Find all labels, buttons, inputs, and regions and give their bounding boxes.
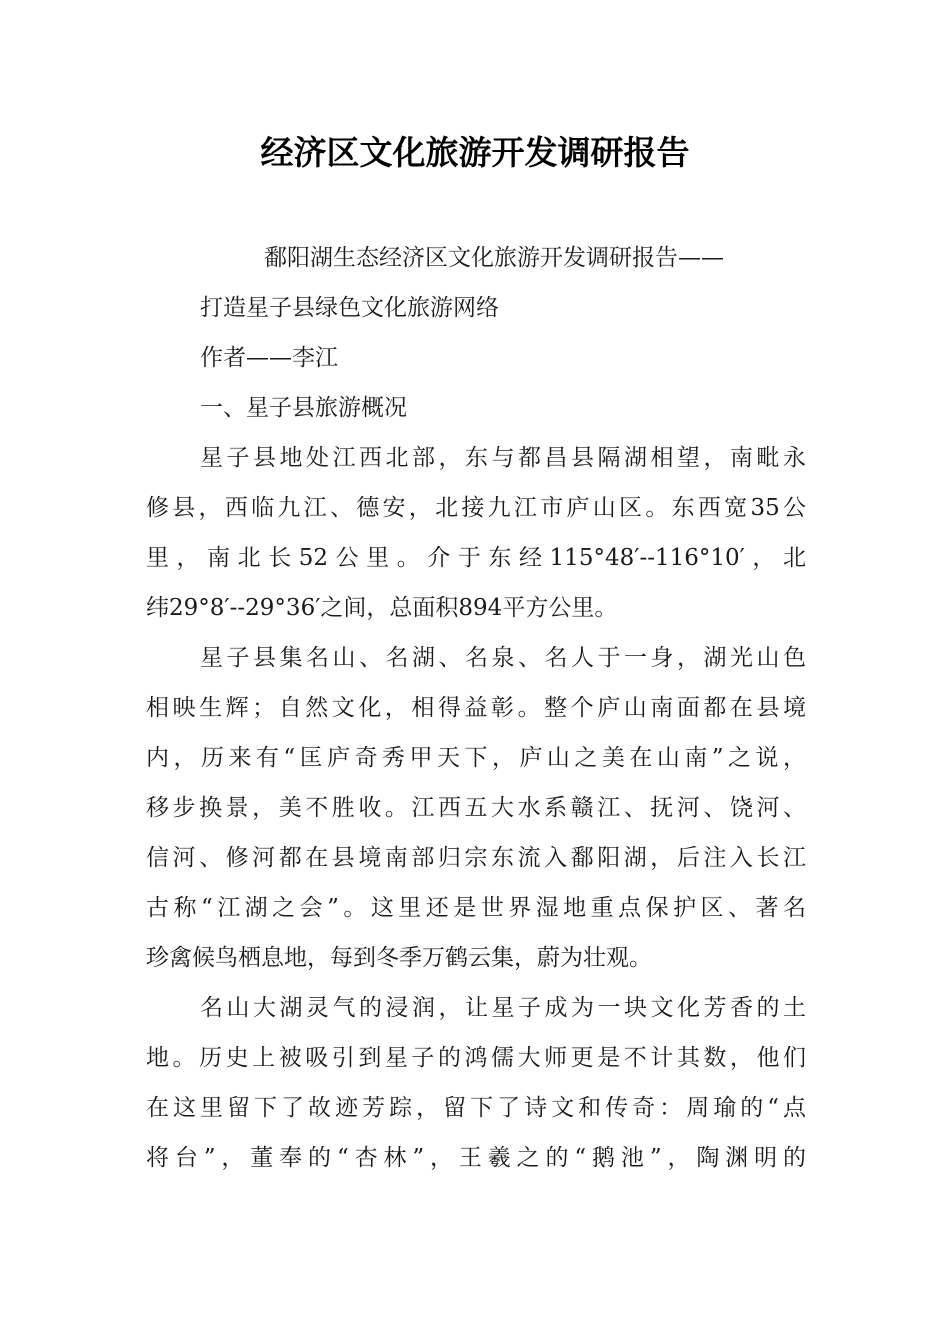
paragraph-line: 里，南北长52公里。介于东经115°48′--116°10′，北 <box>146 545 806 571</box>
paragraph-line: 古称“江湖之会”。这里还是世界湿地重点保护区、著名 <box>146 895 806 921</box>
paragraph-line: 星子县集名山、名湖、名泉、名人于一身，湖光山色 <box>200 645 806 671</box>
paragraph-line: 在这里留下了故迹芳踪，留下了诗文和传奇：周瑜的“点 <box>146 1095 806 1121</box>
paragraph-line: 将台”，董奉的“杏林”，王羲之的“鹅池”，陶渊明的 <box>146 1145 806 1171</box>
paragraph-line: 内，历来有“匡庐奇秀甲天下，庐山之美在山南”之说， <box>146 745 806 771</box>
paragraph-line: 名山大湖灵气的浸润，让星子成为一块文化芳香的土 <box>200 995 806 1021</box>
paragraph-line: 星子县地处江西北部，东与都昌县隔湖相望，南毗永 <box>200 445 806 471</box>
paragraph-line: 珍禽候鸟栖息地，每到冬季万鹤云集，蔚为壮观。 <box>146 945 652 971</box>
author-line: 作者——李江 <box>200 345 338 371</box>
document-body <box>146 233 806 1183</box>
paragraph-line: 修县，西临九江、德安，北接九江市庐山区。东西宽35公 <box>146 495 806 521</box>
subtitle-line-1: 鄱阳湖生态经济区文化旅游开发调研报告—— <box>264 245 724 271</box>
subtitle-line-2: 打造星子县绿色文化旅游网络 <box>200 295 499 321</box>
paragraph-line: 纬29°8′--29°36′之间，总面积894平方公里。 <box>146 595 618 621</box>
paragraph-line: 信河、修河都在县境南部归宗东流入鄱阳湖，后注入长江 <box>146 845 806 871</box>
paragraph-line: 相映生辉；自然文化，相得益彰。整个庐山南面都在县境 <box>146 695 806 721</box>
paragraph-line: 移步换景，美不胜收。江西五大水系赣江、抚河、饶河、 <box>146 795 806 821</box>
section-heading: 一、星子县旅游概况 <box>200 395 407 421</box>
paragraph-line: 地。历史上被吸引到星子的鸿儒大师更是不计其数，他们 <box>146 1045 806 1071</box>
document-title: 经济区文化旅游开发调研报告 <box>260 133 690 172</box>
